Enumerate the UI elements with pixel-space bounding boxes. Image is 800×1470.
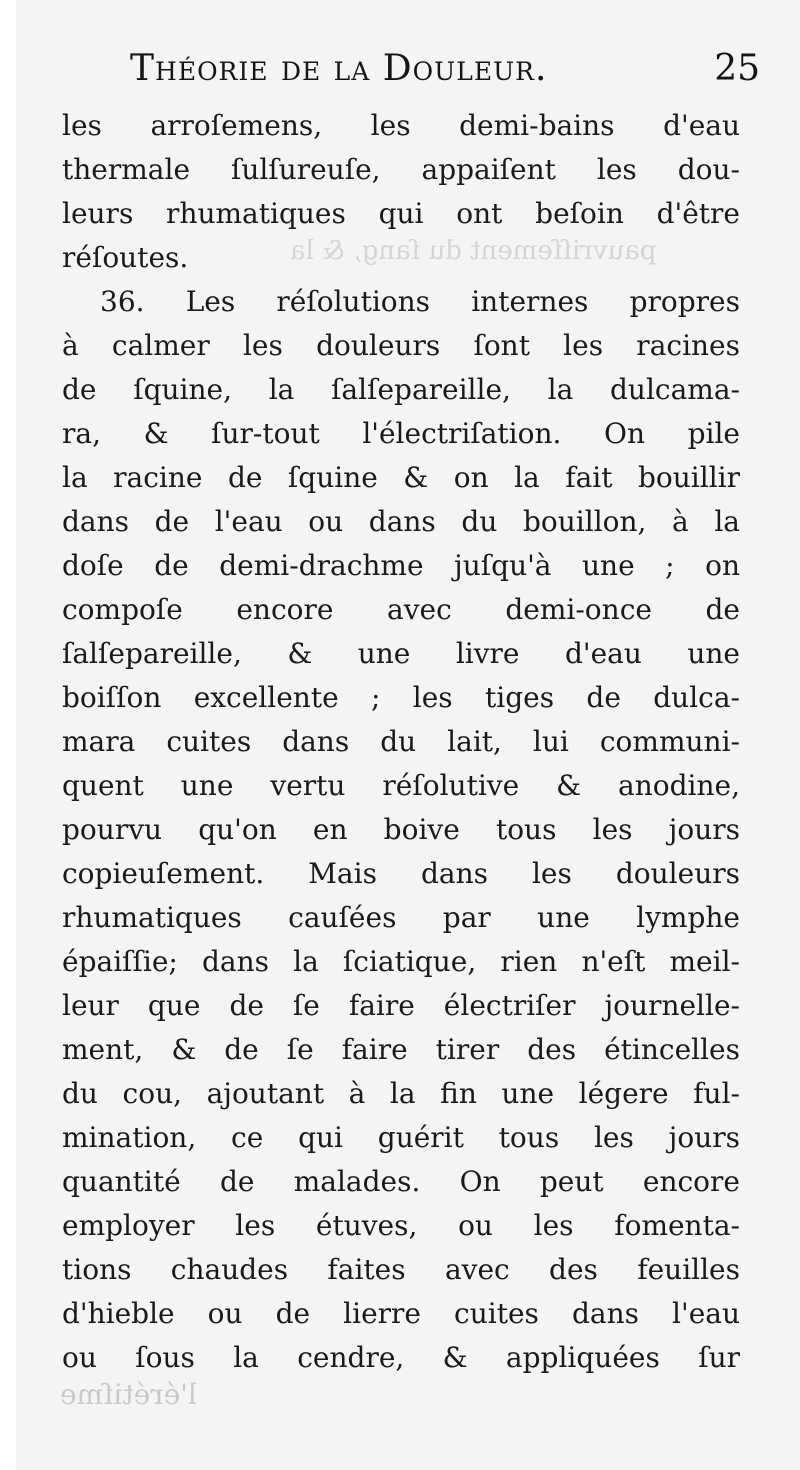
text-line: rhumatiques cauſées par une lymphe bbox=[62, 901, 740, 934]
text-line: à calmer les douleurs ſont les racines bbox=[62, 329, 740, 362]
text-line: la racine de ſquine & on la fait bouillir bbox=[62, 461, 740, 494]
text-line: thermale ſulſureuſe, appaiſent les dou- bbox=[62, 153, 740, 186]
text-line: réſoutes. bbox=[62, 241, 189, 274]
page-number: 25 bbox=[714, 48, 760, 89]
text-line: d'hieble ou de lierre cuites dans l'eau bbox=[62, 1297, 740, 1330]
show-through-text-middle: pauvriſſement du ſang, & la bbox=[290, 236, 657, 266]
text-line: ra, & ſur-tout l'électriſation. On pile bbox=[62, 417, 740, 450]
page-header bbox=[130, 42, 760, 102]
text-line: de ſquine, la ſalſepareille, la dulcama- bbox=[62, 373, 740, 406]
text-line: employer les étuves, ou les fomenta- bbox=[62, 1209, 740, 1242]
text-line: ment, & de ſe faire tirer des étincelles bbox=[62, 1033, 740, 1066]
text-line: leurs rhumatiques qui ont beſoin d'être bbox=[62, 197, 740, 230]
text-line: tions chaudes faites avec des feuilles bbox=[62, 1253, 740, 1286]
text-line: les arroſemens, les demi-bains d'eau bbox=[62, 109, 740, 142]
text-line: ou ſous la cendre, & appliquées ſur bbox=[62, 1341, 740, 1374]
text-line: compoſe encore avec demi-once de bbox=[62, 593, 740, 626]
text-line: quantité de malades. On peut encore bbox=[62, 1165, 740, 1198]
text-line: épaiſſie; dans la ſciatique, rien n'eſt meil- bbox=[62, 945, 740, 978]
paragraph-start-line: 36. Les réſolutions internes propres bbox=[100, 285, 740, 318]
running-title: Théorie de la Douleur. bbox=[130, 48, 548, 89]
text-line: quent une vertu réſolutive & anodine, bbox=[62, 769, 740, 802]
text-line: ſalſepareille, & une livre d'eau une bbox=[62, 637, 740, 670]
text-line: copieuſement. Mais dans les douleurs bbox=[62, 857, 740, 890]
page-margin-edge bbox=[0, 0, 16, 1470]
text-line: boiſſon excellente ; les tiges de dulca- bbox=[62, 681, 740, 714]
text-line: du cou, ajoutant à la fin une légere ful- bbox=[62, 1077, 740, 1110]
body-text bbox=[62, 104, 740, 1380]
text-line: dans de l'eau ou dans du bouillon, à la bbox=[62, 505, 740, 538]
text-line: doſe de demi-drachme juſqu'à une ; on bbox=[62, 549, 740, 582]
show-through-text-bottom: l'érétiſme bbox=[60, 1378, 197, 1411]
text-line: mara cuites dans du lait, lui communi- bbox=[62, 725, 740, 758]
text-line: mination, ce qui guérit tous les jours bbox=[62, 1121, 740, 1154]
text-line: leur que de ſe faire électriſer journelle- bbox=[62, 989, 740, 1022]
text-line: pourvu qu'on en boive tous les jours bbox=[62, 813, 740, 846]
